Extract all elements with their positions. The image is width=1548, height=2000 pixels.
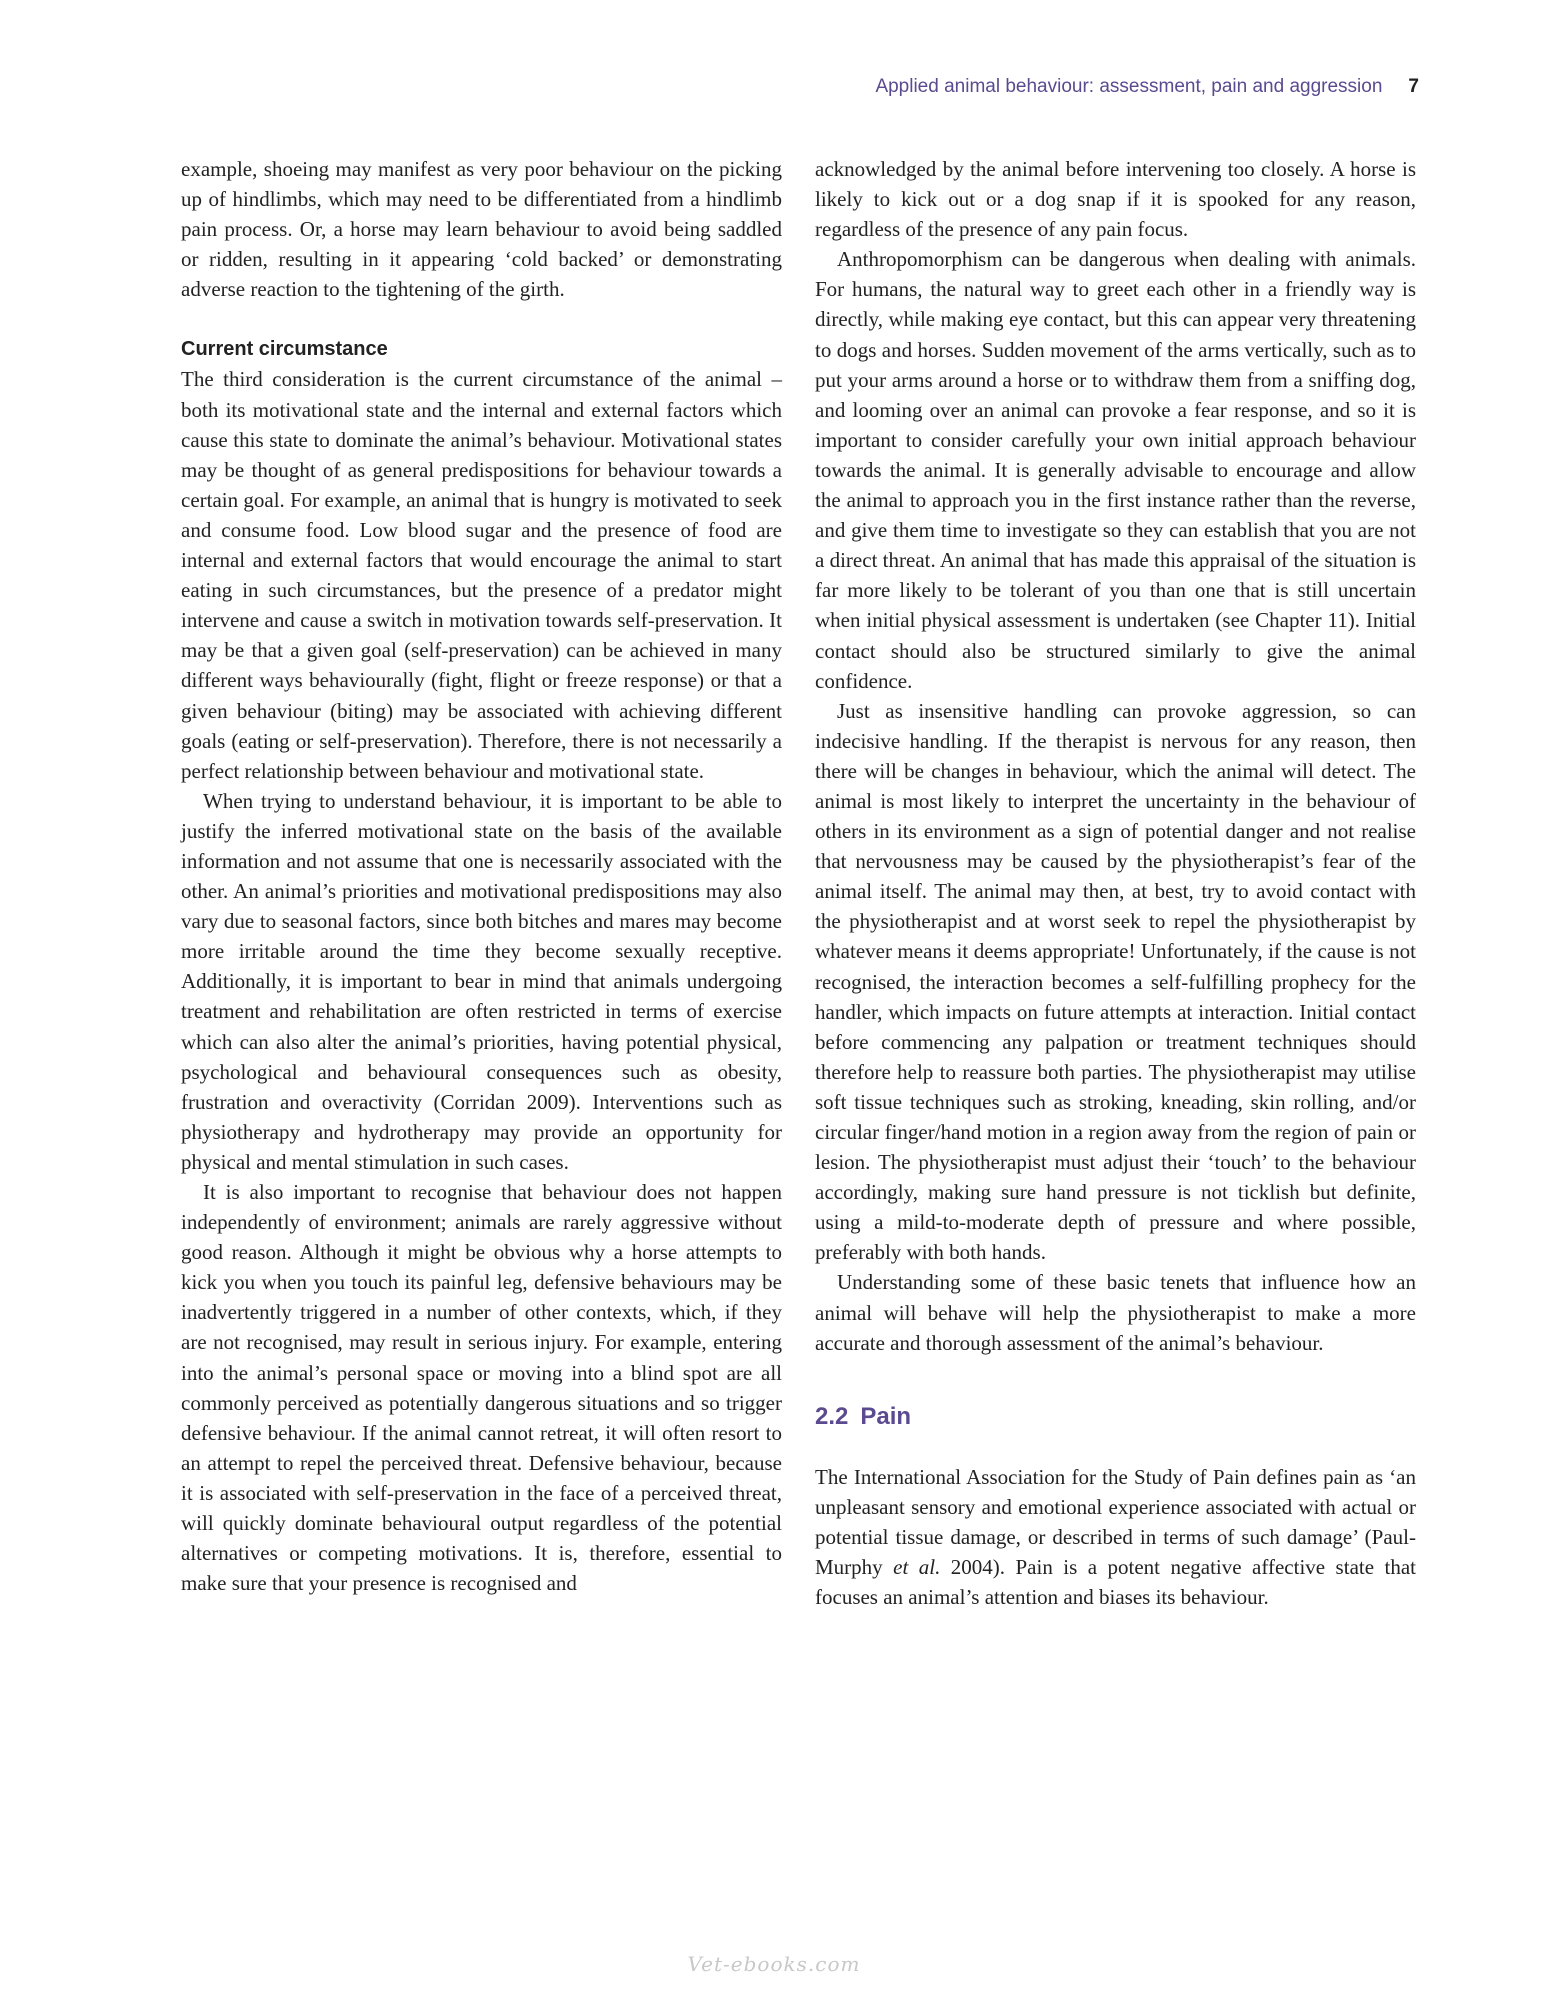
paragraph: [815, 1462, 1416, 1612]
paragraph: The third consideration is the current circumstance of the animal – both its motivational state and the internal and external factors which cause this state to dominate the animal’s behaviour. Motivational states may be thought of as general predispositions for behaviour towards a certain goal. For example, an animal that is hungry is motivated to seek and consume food. Low blood sugar and the presence of food are internal and external factors that would encourage the animal to start eating in such circumstances, but the presence of a predator might intervene and cause a switch in motivation towards self-preservation. It may be that a given goal (self-preservation) can be achieved in many different ways behaviourally (fight, flight or freeze response) or that a given behaviour (biting) may be associated with achieving different goals (eating or self-preservation). Therefore, there is not necessarily a perfect relationship between behaviour and motivational state.: [181, 367, 782, 783]
paragraph: acknowledged by the animal before intervening too closely. A horse is likely to kick out or a dog snap if it is spooked for any reason, regardless of the presence of any pain focus.: [815, 157, 1416, 242]
italic-text: et al.: [893, 1555, 941, 1580]
paragraph-text: The International Association for the Study of Pain defines pain as ‘an unpleasant sensory and emotional experience associated with actual or potential tissue damage, or described in terms of such damage’ (Paul-Murphy: [815, 1464, 1416, 1580]
paragraph: Anthropomorphism can be dangerous when dealing with animals. For humans, the natural way to greet each other in a friendly way is directly, while making eye contact, but this can appear very threatening to dogs and horses. Sudden movement of the arms vertically, such as to put your arms around a horse or to withdraw them from a sniffing dog, and looming over an animal can provoke a fear response, and so it is important to consider carefully your own initial approach behaviour towards the animal. It is generally advisable to encourage and allow the animal to approach you in the first instance rather than the reverse, and give them time to investigate so they can establish that you are not a direct threat. An animal that has made this appraisal of the situation is far more likely to be tolerant of you than one that is still uncertain when initial physical assessment is undertaken (see Chapter 11). Initial contact should also be structured similarly to give the animal confidence.: [815, 247, 1416, 693]
paragraph: When trying to understand behaviour, it is important to be able to justify the inferred motivational state on the basis of the available information and not assume that one is necessarily associated with the other. An animal’s priorities and motivational predispositions may also vary due to seasonal factors, since both bitches and mares may become more irritable around the time they become sexually receptive. Additionally, it is important to bear in mind that animals undergoing treatment and rehabilitation are often restricted in terms of exercise which can also alter the animal’s priorities, having potential physical, psychological and behavioural consequences such as obesity, frustration and overactivity (Corridan 2009). Interventions such as physiotherapy and hydrotherapy may provide an opportunity for physical and mental stimulation in such cases.: [181, 788, 782, 1174]
section-number: 2.2: [815, 1402, 849, 1430]
paragraph: example, shoeing may manifest as very poor behaviour on the picking up of hindlimbs, which may need to be differentiated from a hindlimb pain process. Or, a horse may learn behaviour to avoid being saddled or ridden, resulting in it appearing ‘cold backed’ or demonstrating adverse reaction to the tightening of the girth.: [181, 157, 782, 302]
section-heading: [815, 1402, 1416, 1432]
page-number: 7: [1408, 76, 1419, 97]
section-title: Pain: [860, 1402, 912, 1430]
paragraph: Understanding some of these basic tenets that influence how an animal will behave will help the physiotherapist to make a more accurate and thorough assessment of the animal’s behaviour.: [815, 1270, 1416, 1355]
left-column: [181, 154, 782, 1598]
watermark: Vet-ebooks.com: [687, 1952, 861, 1976]
running-head: [0, 76, 1419, 98]
right-column: [815, 154, 1416, 1612]
paragraph: Just as insensitive handling can provoke aggression, so can indecisive handling. If the therapist is nervous for any reason, then there will be changes in behaviour, which the animal will detect. The animal is most likely to interpret the uncertainty in the behaviour of others in its environment as a sign of potential danger and not realise that nervousness may be caused by the physiotherapist’s fear of the animal itself. The animal may then, at best, try to avoid contact with the physiotherapist and at worst seek to repel the physiotherapist by whatever means it deems appropriate! Unfortunately, if the cause is not recognised, the interaction becomes a self-fulfilling prophecy for the handler, which impacts on future attempts at interaction. Initial contact before commencing any palpation or treatment techniques should therefore help to reassure both parties. The physiotherapist may utilise soft tissue techniques such as stroking, kneading, skin rolling, and/or circular finger/hand motion in a region away from the region of pain or lesion. The physiotherapist must adjust their ‘touch’ to the behaviour accordingly, making sure hand pressure is not ticklish but definite, using a mild-to-moderate depth of pressure and where possible, preferably with both hands.: [815, 698, 1416, 1265]
paragraph-text: 2004). Pain is a potent negative affective state that focuses an animal’s attention and biases its behaviour.: [815, 1555, 1416, 1610]
paragraph: It is also important to recognise that behaviour does not happen independently of environment; animals are rarely aggressive without good reason. Although it might be obvious why a horse attempts to kick you when you touch its painful leg, defensive behaviours may be inadvertently triggered in a number of other contexts, which, if they are not recognised, may result in serious injury. For example, entering into the animal’s personal space or moving into a blind spot are all commonly perceived as potentially dangerous situations and so trigger defensive behaviour. If the animal cannot retreat, it will often resort to an attempt to repel the perceived threat. Defensive behaviour, because it is associated with self-preservation in the face of a perceived threat, will quickly dominate behavioural output regardless of the potential alternatives or competing motivations. It is, therefore, essential to make sure that your presence is recognised and: [181, 1180, 782, 1596]
running-title: Applied animal behaviour: assessment, pain and aggression: [875, 76, 1383, 97]
subheading: Current circumstance: [181, 338, 388, 361]
